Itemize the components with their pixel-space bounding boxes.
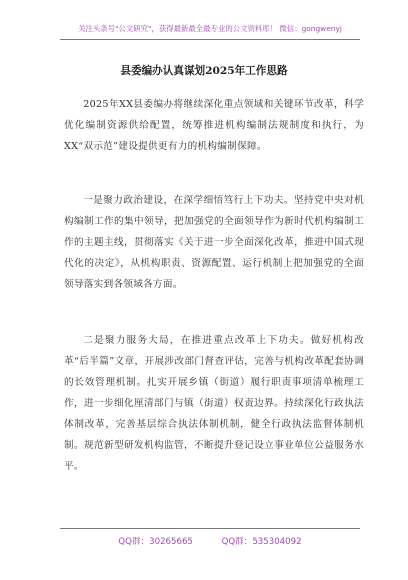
paragraph-political-building: 一是聚力政治建设，在深学细悟笃行上下功夫。坚持党中央对机构编制工作的集中领导，把加强党的全面领导作为新时代机构编制工作的主题主线，贯彻落实《关于进一步全面深化改革，推进中国式现代化的决定》，从机构职责、资源配置、运行机制上把加强党的全面领导落实到各领域各方面。 [64,195,364,290]
qq-group-1: QQ群：30265665 [118,537,193,547]
paragraph-intro: 2025年XX县委编办将继续深化重点领域和关键环节改革，科学优化编制资源供给配置，统筹推进机构编制法规制度和执行，为XX“双示范”建设提供更有力的机构编制保障。 [64,99,364,152]
document-title: 县委编办认真谋划2025年工作思路 [120,65,288,77]
paragraph-serve-overall: 二是聚力服务大局，在推进重点改革上下功夫。做好机构改革“后半篇”文章，开展涉改部门督查评估，完善与机构改革配套协调的长效管理机制。扎实开展乡镇（街道）履行职责事项清单梳理工作，进一步细化厘清部门与镇（街道）权责边界。持续深化行政执法体制改革，完善基层综合执法体制机制，健全行政执法监督体制机制。规范新型研发机构监管，不断提升登记设立事业单位公益服务水平。 [64,335,364,472]
header-banner: 关注头条号"公文研究"，获得最新最全最专业的公文资料库！ 微信：gongwenyj [78,24,342,33]
qq-group-2: QQ群：535304092 [221,537,302,547]
header-divider [60,39,360,40]
footer-contacts [60,536,360,548]
footer-divider [60,528,360,529]
